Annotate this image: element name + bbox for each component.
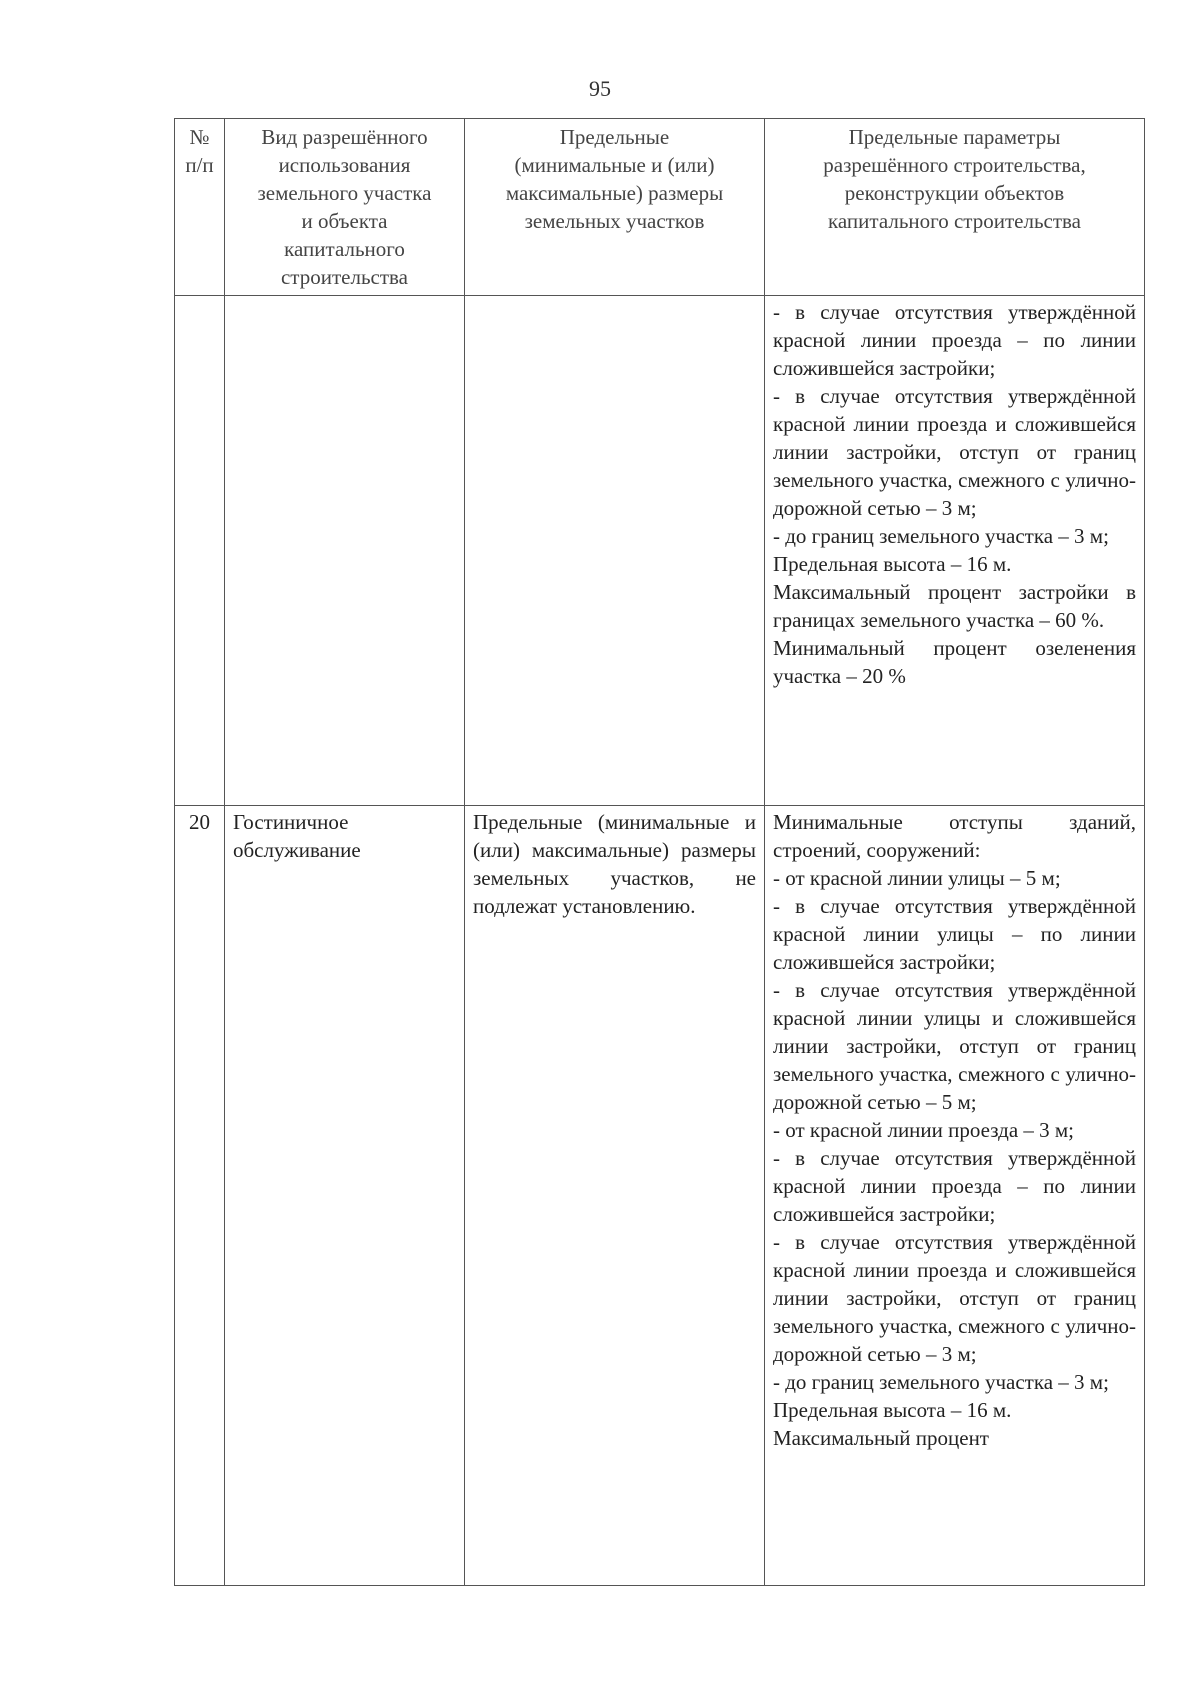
header-construction-parameters	[765, 119, 1145, 296]
header-size-line: Предельные	[559, 125, 670, 149]
header-params-line: реконструкции объектов	[844, 181, 1065, 205]
parameter-item: Предельная высота – 16 м.	[773, 552, 1012, 576]
header-size-line: земельных участков	[524, 209, 705, 233]
header-kind-line: капитального	[284, 237, 405, 261]
parameter-item: - в случае отсутствия утверждённой красной линии проезда – по линии сложившейся застройки;	[773, 300, 1136, 380]
header-plot-size-limits	[465, 119, 765, 296]
header-kind-line: земельного участка	[257, 181, 432, 205]
header-number-line: №	[189, 125, 210, 149]
plot-size-cell	[465, 296, 765, 806]
parameter-item: Минимальные отступы зданий, строений, сооружений:	[773, 810, 1136, 862]
parameter-item: - в случае отсутствия утверждённой красной линии проезда – по линии сложившейся застройки;	[773, 1146, 1136, 1226]
parameter-item: Минимальный процент озеленения участка – 20 %	[773, 636, 1136, 688]
header-kind-line: строительства	[280, 265, 408, 289]
header-number	[175, 119, 225, 296]
parameter-item: - до границ земельного участка – 3 м;	[773, 524, 1109, 548]
row-number-cell	[175, 296, 225, 806]
land-use-kind-cell: Гостиничное обслуживание	[225, 806, 465, 1586]
parameter-item: - до границ земельного участка – 3 м;	[773, 1370, 1109, 1394]
header-params-line: капитального строительства	[828, 209, 1081, 233]
regulations-table	[174, 118, 1145, 1586]
parameters-cell	[765, 806, 1145, 1586]
parameters-cell	[765, 296, 1145, 806]
plot-size-cell: Предельные (минимальные и (или) максимальные) размеры земельных участков, не подлежат установлению.	[465, 806, 765, 1586]
land-use-kind-cell	[225, 296, 465, 806]
parameter-item: - в случае отсутствия утверждённой красной линии проезда и сложившейся линии застройки, отступ от границ земельного участка, смежного с улично-дорожной сетью – 3 м;	[773, 384, 1136, 520]
parameter-item: - в случае отсутствия утверждённой красной линии проезда и сложившейся линии застройки, отступ от границ земельного участка, смежного с улично-дорожной сетью – 3 м;	[773, 1230, 1136, 1366]
page-number: 95	[589, 76, 611, 101]
header-kind-line: и объекта	[301, 209, 388, 233]
parameter-item: - от красной линии улицы – 5 м;	[773, 866, 1061, 890]
parameter-item: - от красной линии проезда – 3 м;	[773, 1118, 1075, 1142]
header-number-line: п/п	[185, 153, 214, 177]
parameter-item: - в случае отсутствия утверждённой красной линии улицы и сложившейся линии застройки, отступ от границ земельного участка, смежного с улично-дорожной сетью – 5 м;	[773, 978, 1136, 1114]
header-size-line: (минимальные и (или)	[514, 153, 715, 177]
header-params-line: разрешённого строительства,	[823, 153, 1086, 177]
parameter-item: Максимальный процент застройки в границах земельного участка – 60 %.	[773, 580, 1136, 632]
header-kind-line: использования	[278, 153, 411, 177]
table-header-row	[175, 119, 1145, 296]
parameter-item: - в случае отсутствия утверждённой красной линии улицы – по линии сложившейся застройки;	[773, 894, 1136, 974]
parameter-item: Максимальный процент	[773, 1426, 989, 1450]
row-number-cell: 20	[175, 806, 225, 1586]
header-kind-line: Вид разрешённого	[261, 125, 428, 149]
table-row	[175, 806, 1145, 1586]
header-land-use-kind	[225, 119, 465, 296]
table-row	[175, 296, 1145, 806]
parameter-item: Предельная высота – 16 м.	[773, 1398, 1012, 1422]
header-size-line: максимальные) размеры	[505, 181, 724, 205]
header-params-line: Предельные параметры	[848, 125, 1061, 149]
